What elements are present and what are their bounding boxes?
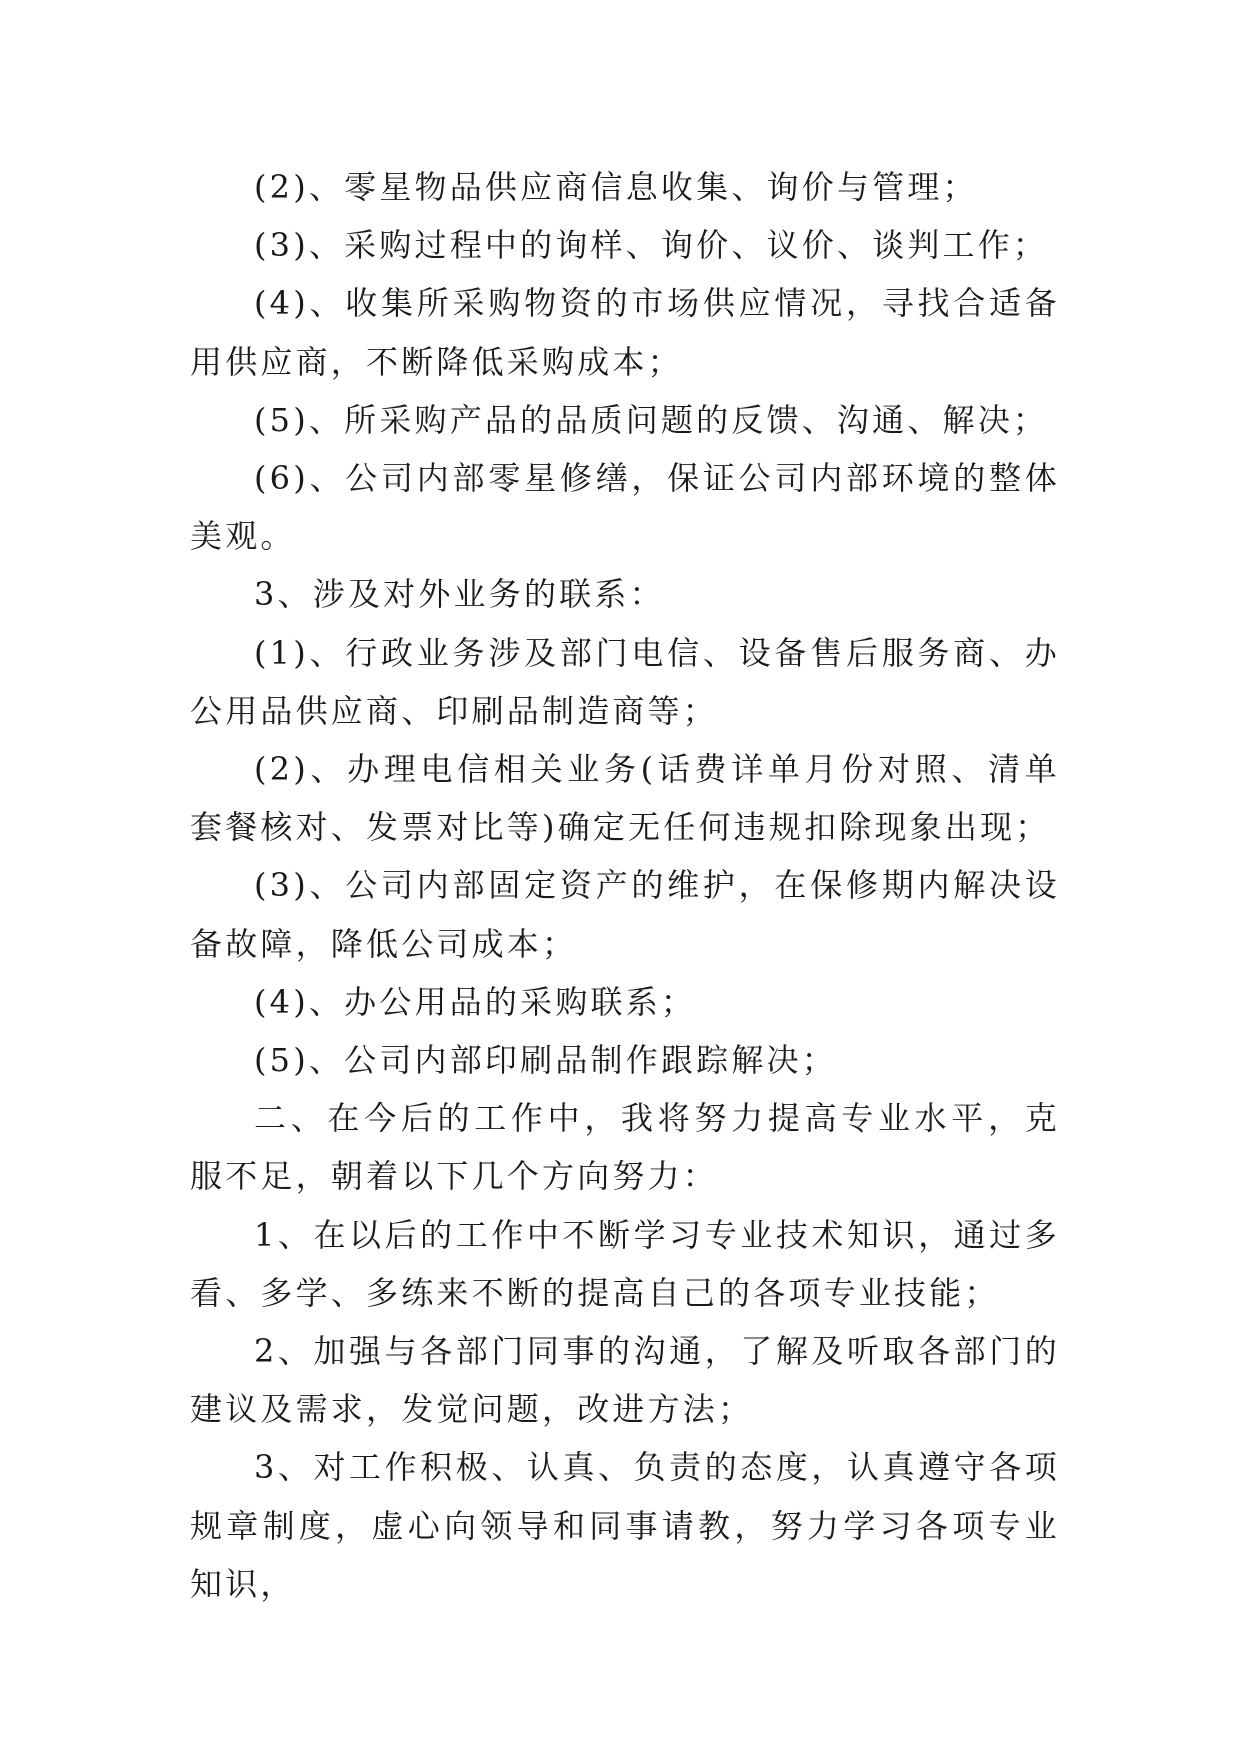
document-body — [190, 158, 1060, 1613]
paragraph-repairs: (6)、公司内部零星修缮，保证公司内部环境的整体美观。 — [190, 459, 1060, 556]
paragraph-communication: 2、加强与各部门同事的沟通，了解及听取各部门的建议及需求，发觉问题，改进方法； — [190, 1332, 1060, 1429]
paragraph-office-supplies: (4)、办公用品的采购联系； — [254, 982, 697, 1021]
paragraph-external-contacts-heading: 3、涉及对外业务的联系： — [254, 575, 665, 614]
paragraph-telecom-business: (2)、办理电信相关业务(话费详单月份对照、清单套餐核对、发票对比等)确定无任何违规扣除现象出现； — [190, 750, 1060, 847]
paragraph-market-supply: (4)、收集所采购物资的市场供应情况，寻找合适备用供应商，不断降低采购成本； — [190, 284, 1060, 381]
paragraph-future-work-heading: 二、在今后的工作中，我将努力提高专业水平，克服不足，朝着以下几个方向努力： — [190, 1099, 1060, 1196]
paragraph-fixed-assets: (3)、公司内部固定资产的维护，在保修期内解决设备故障，降低公司成本； — [190, 866, 1060, 963]
paragraph-attitude: 3、对工作积极、认真、负责的态度，认真遵守各项规章制度，虚心向领导和同事请教，努力学习各项专业知识， — [190, 1448, 1060, 1603]
paragraph-admin-business: (1)、行政业务涉及部门电信、设备售后服务商、办公用品供应商、印刷品制造商等； — [190, 633, 1060, 730]
paragraph-supplier-info: (2)、零星物品供应商信息收集、询价与管理； — [254, 168, 978, 206]
paragraph-printing: (5)、公司内部印刷品制作跟踪解决； — [254, 1041, 837, 1080]
paragraph-sampling-negotiation: (3)、采购过程中的询样、询价、议价、谈判工作； — [254, 226, 1049, 265]
paragraph-learning: 1、在以后的工作中不断学习专业技术知识，通过多看、多学、多练来不断的提高自己的各项专业技能； — [190, 1215, 1060, 1312]
paragraph-quality-feedback: (5)、所采购产品的品质问题的反馈、沟通、解决； — [254, 400, 1049, 439]
